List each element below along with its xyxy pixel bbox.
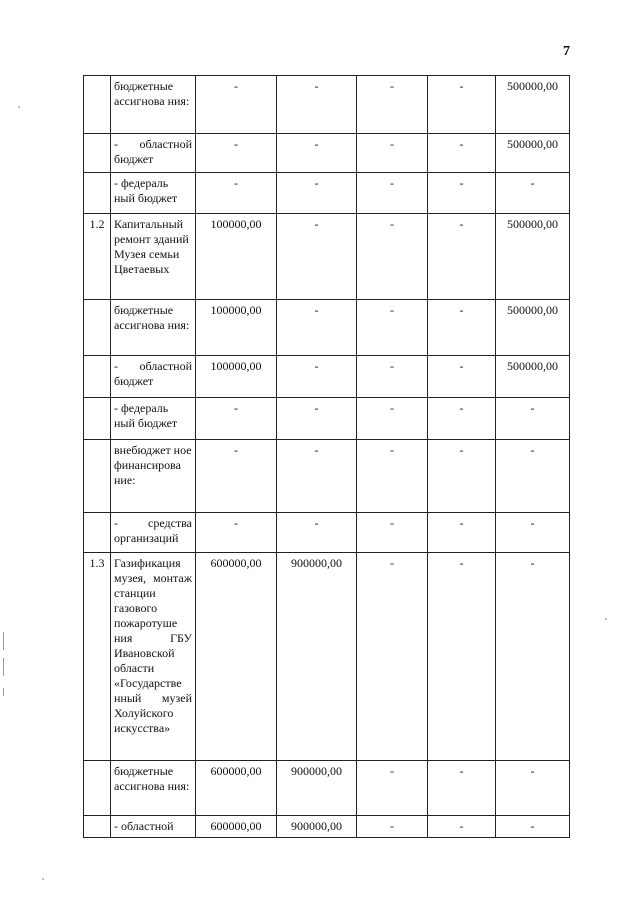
amount-cell: -	[277, 398, 357, 440]
row-number-cell	[84, 816, 111, 838]
amount-cell: -	[428, 214, 496, 300]
amount-cell: 100000,00	[196, 214, 277, 300]
amount-cell: 600000,00	[196, 816, 277, 838]
amount-cell: -	[428, 816, 496, 838]
amount-cell: 900000,00	[277, 816, 357, 838]
amount-cell: -	[357, 76, 428, 134]
amount-cell: 600000,00	[196, 553, 277, 761]
amount-cell: -	[277, 134, 357, 173]
amount-cell: -	[357, 398, 428, 440]
amount-cell: -	[357, 553, 428, 761]
amount-cell: -	[428, 761, 496, 816]
table-row	[84, 816, 570, 838]
amount-cell: -	[428, 513, 496, 553]
table-row	[84, 214, 570, 300]
row-number-cell	[84, 173, 111, 214]
amount-cell: 500000,00	[496, 134, 570, 173]
amount-cell: -	[496, 761, 570, 816]
amount-cell: 900000,00	[277, 761, 357, 816]
row-description-cell: внебюджет ное финансирова ние:	[111, 440, 196, 513]
amount-cell: -	[277, 214, 357, 300]
row-description-cell: - областной	[111, 816, 196, 838]
row-description-cell: бюджетные ассигнова ния:	[111, 761, 196, 816]
amount-cell: 500000,00	[496, 76, 570, 134]
amount-cell: 900000,00	[277, 553, 357, 761]
amount-cell: -	[196, 76, 277, 134]
row-description-cell: - средства организаций	[111, 513, 196, 553]
amount-cell: -	[496, 816, 570, 838]
amount-cell: -	[277, 300, 357, 356]
amount-cell: -	[196, 134, 277, 173]
amount-cell: -	[496, 513, 570, 553]
table-row	[84, 513, 570, 553]
amount-cell: -	[277, 173, 357, 214]
table-row	[84, 440, 570, 513]
table-row	[84, 553, 570, 761]
scan-speck	[18, 106, 20, 108]
row-description-cell: - федераль ный бюджет	[111, 173, 196, 214]
amount-cell: -	[357, 134, 428, 173]
amount-cell: -	[428, 398, 496, 440]
table-row	[84, 173, 570, 214]
table-row	[84, 398, 570, 440]
row-number-cell	[84, 134, 111, 173]
row-description-cell: бюджетные ассигнова ния:	[111, 76, 196, 134]
amount-cell: -	[357, 214, 428, 300]
amount-cell: -	[428, 553, 496, 761]
amount-cell: -	[357, 816, 428, 838]
amount-cell: -	[357, 440, 428, 513]
amount-cell: -	[277, 356, 357, 398]
row-description-cell: Капитальный ремонт зданий Музея семьи Цветаевых	[111, 214, 196, 300]
row-description-cell: - федераль ный бюджет	[111, 398, 196, 440]
amount-cell: -	[357, 761, 428, 816]
amount-cell: -	[428, 300, 496, 356]
row-description-cell: Газификация музея, монтаж станции газового пожаротуше ния ГБУ Ивановской области «Государстве нный музей Холуйского искусства»	[111, 553, 196, 761]
table-row	[84, 134, 570, 173]
amount-cell: -	[496, 398, 570, 440]
table-row	[84, 300, 570, 356]
amount-cell: -	[428, 173, 496, 214]
table-row	[84, 761, 570, 816]
scan-margin-mark	[3, 658, 4, 676]
amount-cell: -	[428, 76, 496, 134]
page-number: 7	[563, 44, 570, 59]
amount-cell: -	[428, 356, 496, 398]
row-number-cell	[84, 76, 111, 134]
amount-cell: 500000,00	[496, 356, 570, 398]
row-number-cell: 1.2	[84, 214, 111, 300]
amount-cell: -	[277, 76, 357, 134]
row-number-cell: 1.3	[84, 553, 111, 761]
amount-cell: 600000,00	[196, 761, 277, 816]
amount-cell: -	[428, 440, 496, 513]
row-number-cell	[84, 398, 111, 440]
row-description-cell: бюджетные ассигнова ния:	[111, 300, 196, 356]
amount-cell: -	[357, 300, 428, 356]
scan-margin-mark	[3, 632, 4, 650]
scan-speck	[42, 878, 44, 880]
amount-cell: -	[357, 356, 428, 398]
table-row	[84, 356, 570, 398]
row-number-cell	[84, 513, 111, 553]
amount-cell: 500000,00	[496, 214, 570, 300]
row-description-cell: - областной бюджет	[111, 356, 196, 398]
amount-cell: 100000,00	[196, 300, 277, 356]
amount-cell: -	[357, 173, 428, 214]
budget-table	[83, 75, 570, 838]
amount-cell: -	[196, 173, 277, 214]
table-row	[84, 76, 570, 134]
scan-margin-mark	[3, 688, 4, 696]
row-description-cell: - областной бюджет	[111, 134, 196, 173]
amount-cell: -	[196, 398, 277, 440]
amount-cell: -	[196, 440, 277, 513]
amount-cell: -	[277, 513, 357, 553]
amount-cell: -	[496, 173, 570, 214]
scan-speck	[605, 618, 607, 620]
amount-cell: -	[496, 553, 570, 761]
amount-cell: -	[196, 513, 277, 553]
row-number-cell	[84, 761, 111, 816]
amount-cell: -	[357, 513, 428, 553]
amount-cell: 100000,00	[196, 356, 277, 398]
row-number-cell	[84, 356, 111, 398]
amount-cell: -	[496, 440, 570, 513]
row-number-cell	[84, 440, 111, 513]
amount-cell: -	[277, 440, 357, 513]
row-number-cell	[84, 300, 111, 356]
amount-cell: -	[428, 134, 496, 173]
amount-cell: 500000,00	[496, 300, 570, 356]
